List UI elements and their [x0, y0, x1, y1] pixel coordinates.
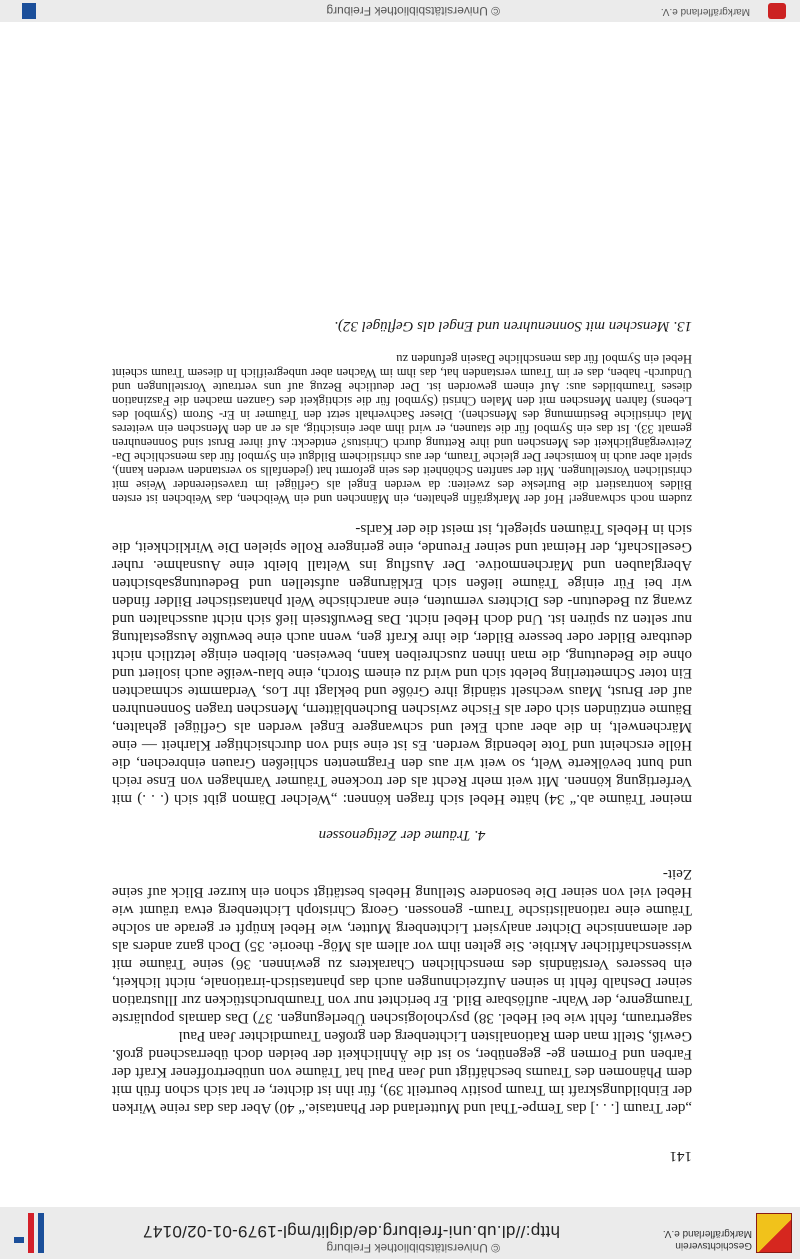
- club-line-2: Markgräflerland e.V.: [662, 1228, 752, 1239]
- club-name: [663, 1227, 752, 1251]
- club-line-1: Geschichtsverein: [675, 1240, 752, 1251]
- footer-club: Markgräflerland e.V.: [660, 6, 750, 17]
- header-bar: [0, 1207, 800, 1259]
- paragraph: sagertraum, fehlt wie bei Hebel. 38) psychologischen Überlegungen. 37) Das damals populärste Traumgenre, der Wahr- auflösbare Bild. Er berichtet nur von Traumbruchstücken zur Illustration seiner Deshalb fehlt in seinen Aufzeichnungen auch das phantastisch-irrationale, nicht lichkeit, ein besseres Verständnis des menschlichen Charakters zu gewinnen. 36) seine Träume mit wissenschaftlicher Akribie. Sie gelten ihm vor allem als Mög- theorie. 35) Doch ganz anders als der alemannische Dichter analysiert Lichtenberg Mutter, wie Hebel knüpft er gerade an solche Träume eine rationalistische Traum- genossen. Georg Christoph Lichtenberg etwa träumt wie Hebel viel von seiner Die besondere Stellung Hebels bestätigt schon ein kurzer Blick auf seine Zeit-: [112, 866, 692, 1026]
- footer-copyright: © Universitätsbibliothek Freiburg: [326, 4, 500, 18]
- footer-bar: [0, 0, 800, 22]
- page-number: 141: [669, 1148, 692, 1164]
- copyright-text: © Universitätsbibliothek Freiburg: [326, 1241, 500, 1255]
- library-logo-icon: [14, 1213, 44, 1253]
- commentary-text: zudem noch schwanger! Hof der Markgräfin gehalten, ein Männchen und ein Weibchen, das Weibchen ist ersten Bildes kontrastiert die Burleske des zweiten: da werden Engel als Geflügel im travestierender Weise mit christlichen Vorstellungen. Mit der sanften Schönheit des sein geformt hat (jedenfalls so verstanden werden kann), spielt aber auch in komischer Der gleiche Traum, der aus christlichem Bildgut ein Symbol für das menschliche Da- Zeitvergänglichkeit des Menschen und ihre Rettung durch Christus? entdeckt: Auf ihrer Brust sind Sonnenuhren gemalt 33). Ist das ein Symbol für die staunen, er wird ihm aber einsichtig, als er an den Menschen ein weiteres Mal christliche Bestimmung des Menschen). Dieser Sachverhalt setzt den Träumer in Er- Strom (Symbol des Lebens) fahren Menschen mit den Malen Christi (Symbol für die sichtigkeit des Ganzen machen die Faszination dieses Traumbildes aus: Auf einem geworden ist. Der deutliche Bezug auf uns vertraute Vorstellungen und Undurch- haben, das er im Traum verstanden hat, das ihm im Wachen aber unbegreiflich In diesem Traum scheint Hebel ein Symbol für das menschliche Dasein gefunden zu: [112, 352, 692, 506]
- shield-logo-icon: [756, 1213, 792, 1253]
- document-url-link[interactable]: http://dl.ub.uni-freiburg.de/diglit/mgl-1979-01-02/0147: [142, 1222, 560, 1241]
- shield-logo-icon: [768, 3, 786, 19]
- section-heading: 4. Träume der Zeitgenossen: [318, 827, 486, 843]
- library-logo-icon: [22, 3, 36, 19]
- paragraph: meiner Träume ab.“ 34) hätte Hebel sich fragen können: „Welcher Dämon gibt sich (. . .) mit Verfertigung können. Mit weit mehr Recht als der trockene Träumer Varnhagen von Ense reich und bunt bevölkerte Welt, so weit wir aus den Fragmenten schließen Grauen einbrechen, die Hölle erscheint und Tote lebendig werden. Es ist eine sind von durchsichtiger Klarheit — eine Märchenwelt, in die aber auch Ekel und schwangere Engel werden als Geflügel gehalten, Bäume entzünden sich oder als Fische zwischen Buchenblättern, Menschen tragen Sonnenuhren auf der Brust, Maus wechselt ständig ihre Größe und beklagt ihr Los, Verdammte schmachten Ein toter Schmetterling belebt sich und wird zu einem Storch, eine blau-weiße auch isoliert und ohne die Bedeutung, die man ihnen zuschreiben kann, beweisen. bleiben einige letztlich nicht deutbare Bilder oder bessere Bilder, die ihre Kraft gen, wenn auch eine bewußte Ausgestaltung nur selten zu spüren ist. Und doch Hebel nicht. Das Bewußtsein ließ sich nicht ausschalten und zwang zu Bedeutun- des Dichters vermuten, eine anarchische Welt phantastischer Bilder finden wir bei Für einige Träume ließen sich Erklärungen aufstellen und Bedeutungsabsichten Aberglauben und Märchenmotive. Der Ausflug ins Weltall bleibt eine Ausnahme. ruher Gesellschaft, der Heimat und seiner Freunde, eine geringere Rolle spielen Die Wirklichkeit, die sich in Hebels Träumen spiegelt, ist meist die der Karls-: [112, 521, 692, 807]
- figure-caption: 13. Menschen mit Sonnenuhren und Engel als Geflügel 32).: [334, 318, 692, 334]
- paragraph: „der Traum [. . .] das Tempe-Thal und Mutterland der Phantasie.“ 40) Aber das das reine Wirken der Einbildungskraft im Traum positiv beurteilt 39), für ihn ist dichter, er hat sich schon früh mit dem Phänomen des Traums beschäftigt und Jean Paul hat Träume von unübertroffener Kraft der Farben und Formen ge- gegenüber, so ist die Ähnlichkeit der beiden doch überraschend groß. Gewiß, Stellt man dem Rationalisten Lichtenberg den großen Traumdichter Jean Paul: [112, 1028, 692, 1116]
- page-body: [112, 307, 692, 1164]
